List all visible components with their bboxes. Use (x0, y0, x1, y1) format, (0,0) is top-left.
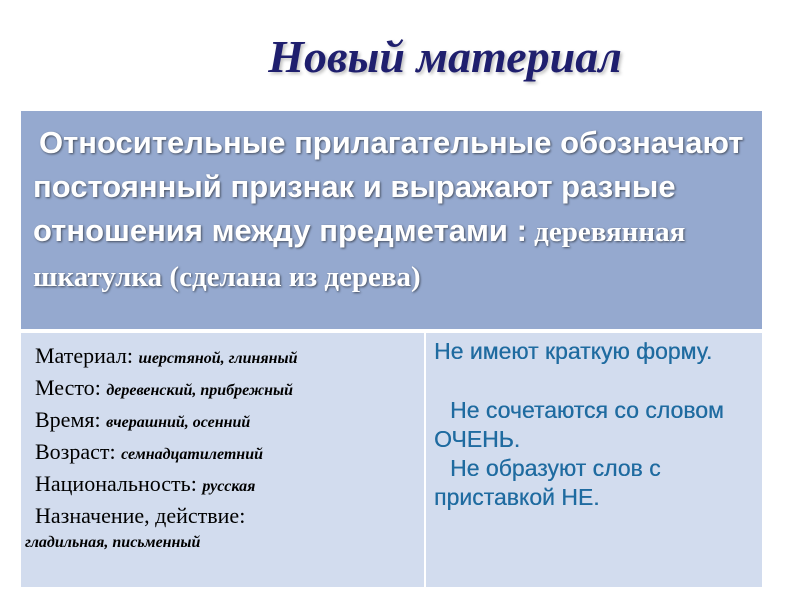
category-row (35, 341, 416, 373)
category-row (35, 405, 416, 437)
slide-title: Новый материал (268, 31, 622, 82)
category-sep: : (190, 471, 203, 496)
category-sep: : (126, 343, 139, 368)
properties-cell (426, 333, 762, 587)
category-row (25, 501, 416, 556)
category-value: русская (202, 478, 256, 495)
category-value: вчерашний, осенний (106, 414, 251, 431)
categories-cell (21, 333, 424, 587)
category-value: гладильная, письменный (25, 534, 201, 551)
category-key: Назначение, действие (35, 503, 240, 528)
category-value: деревенский, прибрежный (106, 382, 293, 399)
category-key: Возраст (35, 439, 110, 464)
category-sep: : (94, 375, 107, 400)
definition-example: деревянная шкатулка (сделана из дерева) (33, 216, 686, 293)
category-value: семнадцатилетний (121, 446, 263, 463)
category-sep: : (94, 407, 107, 432)
category-row (35, 373, 416, 405)
property-item: Не имеют краткую форму. (434, 338, 713, 364)
property-item: Не сочетаются со словом ОЧЕНЬ. (434, 397, 724, 452)
category-key: Материал (35, 343, 127, 368)
category-row (35, 437, 416, 469)
definition-main: Относительные прилагательные обозначают постоянный признак и выражают разные отношения между предметами : (33, 125, 744, 248)
category-sep: : (109, 439, 122, 464)
property-item: Не образуют слов с приставкой НЕ. (434, 455, 661, 510)
category-sep: : (239, 503, 246, 528)
category-key: Время (35, 407, 95, 432)
definition-text (33, 121, 748, 299)
definition-cell (21, 111, 762, 331)
category-key: Место (35, 375, 95, 400)
category-key: Национальность (35, 471, 191, 496)
category-row (35, 469, 416, 501)
content-table (21, 111, 762, 587)
category-value: шерстяной, глиняный (138, 350, 298, 367)
